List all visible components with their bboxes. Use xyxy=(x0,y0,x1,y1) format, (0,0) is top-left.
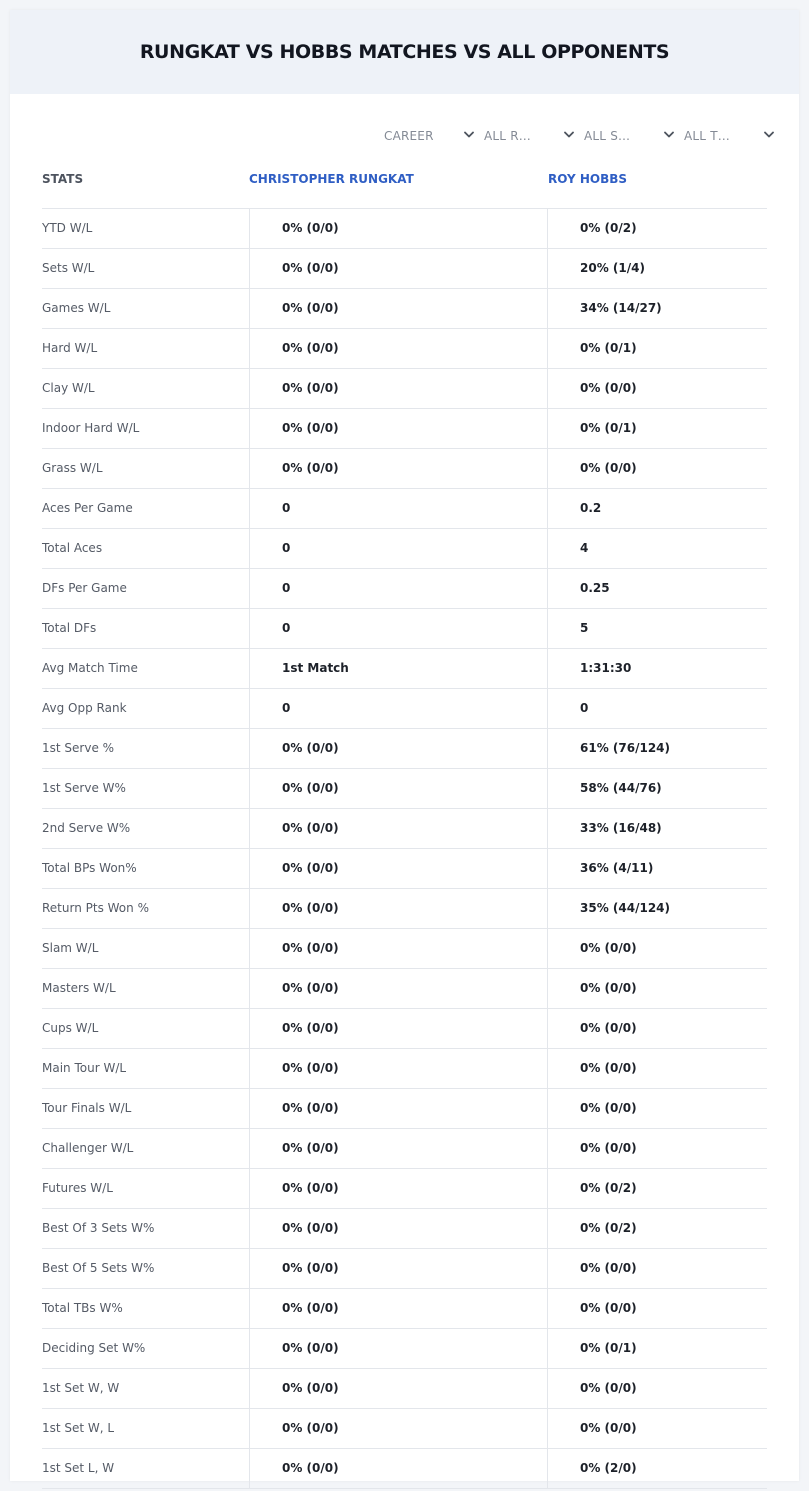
player1-stat-value: 0 xyxy=(249,529,547,568)
stat-label: Aces Per Game xyxy=(42,501,133,515)
stat-label: DFs Per Game xyxy=(42,581,127,595)
player1-stat-value: 0% (0/0) xyxy=(249,209,547,248)
chevron-down-icon xyxy=(764,131,774,139)
filter-bar xyxy=(374,126,774,148)
table-row xyxy=(42,1329,767,1369)
player1-stat-value: 0% (0/0) xyxy=(249,249,547,288)
stat-label: 1st Set L, W xyxy=(42,1461,115,1475)
player1-stat-value: 0% (0/0) xyxy=(249,1089,547,1128)
player2-stat-value: 4 xyxy=(547,529,767,568)
stat-label: Sets W/L xyxy=(42,261,95,275)
table-row xyxy=(42,809,767,849)
table-row xyxy=(42,529,767,569)
player2-stat-value: 0% (0/1) xyxy=(547,1329,767,1368)
table-row xyxy=(42,1289,767,1329)
table-row xyxy=(42,849,767,889)
table-row xyxy=(42,1089,767,1129)
stat-label: Deciding Set W% xyxy=(42,1341,146,1355)
table-row xyxy=(42,208,767,249)
player2-stat-value: 0.2 xyxy=(547,489,767,528)
stat-label: 1st Set W, W xyxy=(42,1381,120,1395)
stat-label: Challenger W/L xyxy=(42,1141,134,1155)
player2-stat-value: 58% (44/76) xyxy=(547,769,767,808)
player1-stat-value: 0 xyxy=(249,689,547,728)
surface-filter-label: ALL S… xyxy=(584,129,631,143)
table-row xyxy=(42,609,767,649)
table-row xyxy=(42,1369,767,1409)
player2-stat-value: 35% (44/124) xyxy=(547,889,767,928)
player1-stat-value: 0 xyxy=(249,489,547,528)
player2-stat-value: 0% (0/1) xyxy=(547,409,767,448)
table-row xyxy=(42,1129,767,1169)
stats-column-header: STATS xyxy=(42,172,84,186)
player1-stat-value: 0% (0/0) xyxy=(249,369,547,408)
table-row xyxy=(42,249,767,289)
player1-stat-value: 0% (0/0) xyxy=(249,969,547,1008)
player2-stat-value: 36% (4/11) xyxy=(547,849,767,888)
player1-column-header[interactable]: CHRISTOPHER RUNGKAT xyxy=(249,172,414,186)
stat-label: Hard W/L xyxy=(42,341,98,355)
table-row xyxy=(42,489,767,529)
player1-stat-value: 0% (0/0) xyxy=(249,1049,547,1088)
stat-label: 1st Set W, L xyxy=(42,1421,115,1435)
player2-stat-value: 33% (16/48) xyxy=(547,809,767,848)
stat-label: Best Of 3 Sets W% xyxy=(42,1221,155,1235)
tournament-filter-label: ALL T… xyxy=(684,129,730,143)
stat-label: Tour Finals W/L xyxy=(42,1101,132,1115)
player2-stat-value: 0% (0/0) xyxy=(547,1129,767,1168)
player2-stat-value: 1:31:30 xyxy=(547,649,767,688)
chevron-down-icon xyxy=(564,131,574,139)
player1-stat-value: 0% (0/0) xyxy=(249,769,547,808)
round-filter-select[interactable] xyxy=(474,126,574,148)
stats-card xyxy=(10,10,799,1481)
player2-stat-value: 0% (0/2) xyxy=(547,1209,767,1248)
table-row xyxy=(42,969,767,1009)
table-row xyxy=(42,1409,767,1449)
table-row xyxy=(42,369,767,409)
chevron-down-icon xyxy=(664,131,674,139)
stat-label: Best Of 5 Sets W% xyxy=(42,1261,155,1275)
stat-label: Return Pts Won % xyxy=(42,901,149,915)
table-row xyxy=(42,889,767,929)
player2-stat-value: 0% (0/0) xyxy=(547,449,767,488)
stat-label: Avg Match Time xyxy=(42,661,138,675)
player1-stat-value: 0% (0/0) xyxy=(249,809,547,848)
player2-stat-value: 0% (0/0) xyxy=(547,969,767,1008)
player1-stat-value: 0% (0/0) xyxy=(249,1169,547,1208)
table-row xyxy=(42,1009,767,1049)
table-row xyxy=(42,649,767,689)
chevron-down-icon xyxy=(464,131,474,139)
stat-label: Masters W/L xyxy=(42,981,116,995)
surface-filter-select[interactable] xyxy=(574,126,674,148)
table-row xyxy=(42,1249,767,1289)
player1-stat-value: 0% (0/0) xyxy=(249,449,547,488)
player1-stat-value: 0% (0/0) xyxy=(249,1129,547,1168)
table-row xyxy=(42,689,767,729)
player2-stat-value: 0% (0/1) xyxy=(547,329,767,368)
stat-label: YTD W/L xyxy=(42,221,93,235)
player1-stat-value: 0% (0/0) xyxy=(249,409,547,448)
stat-label: Total TBs W% xyxy=(42,1301,123,1315)
player2-stat-value: 0% (0/0) xyxy=(547,1409,767,1448)
player2-stat-value: 0% (0/2) xyxy=(547,209,767,248)
stats-table-body xyxy=(42,208,767,1489)
player2-stat-value: 0% (0/0) xyxy=(547,1009,767,1048)
player1-stat-value: 0% (0/0) xyxy=(249,889,547,928)
player2-stat-value: 0% (0/0) xyxy=(547,1369,767,1408)
player1-stat-value: 0 xyxy=(249,569,547,608)
page-title: RUNGKAT VS HOBBS MATCHES VS ALL OPPONENTS xyxy=(139,41,670,63)
stat-label: Clay W/L xyxy=(42,381,95,395)
player1-stat-value: 0% (0/0) xyxy=(249,929,547,968)
card-header xyxy=(10,10,799,94)
player1-stat-value: 0% (0/0) xyxy=(249,1329,547,1368)
player1-stat-value: 0% (0/0) xyxy=(249,1249,547,1288)
player2-stat-value: 34% (14/27) xyxy=(547,289,767,328)
player2-stat-value: 0.25 xyxy=(547,569,767,608)
player1-stat-value: 1st Match xyxy=(249,649,547,688)
player1-stat-value: 0% (0/0) xyxy=(249,329,547,368)
stat-label: Games W/L xyxy=(42,301,111,315)
table-row xyxy=(42,1169,767,1209)
table-row xyxy=(42,729,767,769)
stat-label: Avg Opp Rank xyxy=(42,701,127,715)
player2-stat-value: 5 xyxy=(547,609,767,648)
stat-label: Total DFs xyxy=(42,621,97,635)
tournament-filter-select[interactable] xyxy=(674,126,774,148)
stat-label: Grass W/L xyxy=(42,461,103,475)
stat-label: Slam W/L xyxy=(42,941,99,955)
player2-stat-value: 0% (0/0) xyxy=(547,1049,767,1088)
table-row xyxy=(42,1209,767,1249)
stat-label: Total BPs Won% xyxy=(42,861,137,875)
player2-stat-value: 61% (76/124) xyxy=(547,729,767,768)
player2-stat-value: 0% (0/0) xyxy=(547,1289,767,1328)
stat-label: Main Tour W/L xyxy=(42,1061,127,1075)
player1-stat-value: 0% (0/0) xyxy=(249,1409,547,1448)
player2-stat-value: 0% (0/2) xyxy=(547,1169,767,1208)
period-filter-label: CAREER xyxy=(384,129,434,143)
stat-label: Cups W/L xyxy=(42,1021,99,1035)
player1-stat-value: 0 xyxy=(249,609,547,648)
table-row xyxy=(42,449,767,489)
stat-label: 1st Serve % xyxy=(42,741,115,755)
player2-stat-value: 0% (0/0) xyxy=(547,1249,767,1288)
stat-label: 2nd Serve W% xyxy=(42,821,131,835)
player2-stat-value: 20% (1/4) xyxy=(547,249,767,288)
table-row xyxy=(42,1449,767,1489)
player2-column-header[interactable]: ROY HOBBS xyxy=(548,172,628,186)
player1-stat-value: 0% (0/0) xyxy=(249,289,547,328)
table-row xyxy=(42,569,767,609)
table-row xyxy=(42,329,767,369)
table-row xyxy=(42,929,767,969)
player1-stat-value: 0% (0/0) xyxy=(249,1289,547,1328)
player1-stat-value: 0% (0/0) xyxy=(249,1369,547,1408)
period-filter-select[interactable] xyxy=(374,126,474,148)
player2-stat-value: 0% (0/0) xyxy=(547,369,767,408)
round-filter-label: ALL R… xyxy=(484,129,531,143)
player2-stat-value: 0 xyxy=(547,689,767,728)
player1-stat-value: 0% (0/0) xyxy=(249,1449,547,1488)
player1-stat-value: 0% (0/0) xyxy=(249,1009,547,1048)
table-row xyxy=(42,289,767,329)
player1-stat-value: 0% (0/0) xyxy=(249,849,547,888)
player2-stat-value: 0% (2/0) xyxy=(547,1449,767,1488)
stat-label: Total Aces xyxy=(42,541,103,555)
stat-label: 1st Serve W% xyxy=(42,781,126,795)
table-row xyxy=(42,1049,767,1089)
player2-stat-value: 0% (0/0) xyxy=(547,1089,767,1128)
player2-stat-value: 0% (0/0) xyxy=(547,929,767,968)
stat-label: Futures W/L xyxy=(42,1181,113,1195)
table-row xyxy=(42,409,767,449)
player1-stat-value: 0% (0/0) xyxy=(249,1209,547,1248)
stat-label: Indoor Hard W/L xyxy=(42,421,140,435)
table-row xyxy=(42,769,767,809)
stats-table-header xyxy=(42,172,767,208)
player1-stat-value: 0% (0/0) xyxy=(249,729,547,768)
